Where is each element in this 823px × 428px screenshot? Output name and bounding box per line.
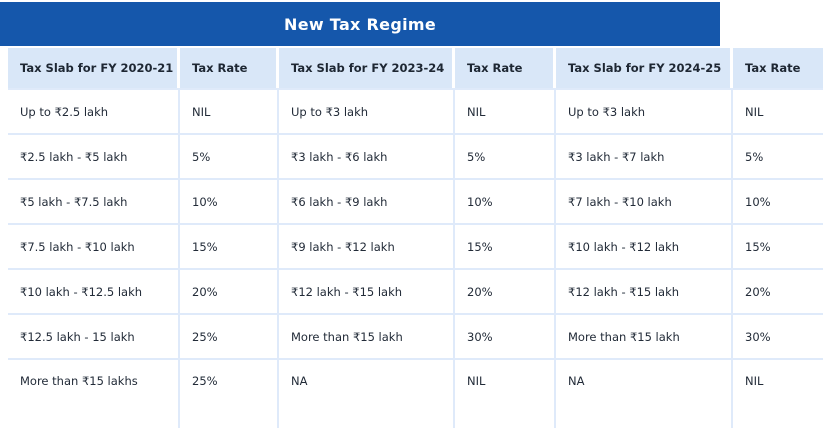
tax-slab-cell: Up to ₹3 lakh: [556, 88, 733, 133]
tax-rate-cell: NIL: [180, 88, 279, 133]
tax-rate-cell: 20%: [733, 268, 823, 313]
column-header: Tax Rate: [733, 48, 823, 88]
tax-rate-cell: NIL: [455, 88, 556, 133]
tax-rate-cell: 25%: [180, 313, 279, 358]
header-row: [8, 48, 823, 88]
tax-slab-cell: NA: [556, 358, 733, 428]
tax-slab-cell: Up to ₹3 lakh: [279, 88, 455, 133]
column-header: Tax Slab for FY 2023-24: [279, 48, 455, 88]
tax-regime-card: [0, 2, 801, 401]
tax-rate-cell: NIL: [733, 88, 823, 133]
tax-rate-cell: 5%: [180, 133, 279, 178]
table-row: [8, 268, 823, 313]
tax-rate-cell: 30%: [733, 313, 823, 358]
tax-rate-cell: 15%: [455, 223, 556, 268]
tax-rate-cell: 15%: [180, 223, 279, 268]
table-row: [8, 358, 823, 428]
tax-slab-cell: ₹5 lakh - ₹7.5 lakh: [8, 178, 180, 223]
tax-slab-cell: ₹10 lakh - ₹12 lakh: [556, 223, 733, 268]
table-row: [8, 133, 823, 178]
tax-rate-cell: 15%: [733, 223, 823, 268]
tax-rate-cell: 10%: [455, 178, 556, 223]
column-header: Tax Slab for FY 2024-25: [556, 48, 733, 88]
tax-rate-cell: 20%: [180, 268, 279, 313]
tax-slab-cell: ₹9 lakh - ₹12 lakh: [279, 223, 455, 268]
tax-rate-cell: 10%: [733, 178, 823, 223]
table-row: [8, 223, 823, 268]
tax-rate-cell: NIL: [455, 358, 556, 428]
tax-rate-cell: NIL: [733, 358, 823, 428]
tax-slab-cell: More than ₹15 lakhs: [8, 358, 180, 428]
tax-slab-cell: ₹12 lakh - ₹15 lakh: [279, 268, 455, 313]
tax-slab-cell: ₹7 lakh - ₹10 lakh: [556, 178, 733, 223]
tax-rate-cell: 5%: [455, 133, 556, 178]
table-row: [8, 88, 823, 133]
page-title: New Tax Regime: [284, 14, 436, 34]
table-head: [8, 48, 823, 88]
tax-slab-cell: More than ₹15 lakh: [279, 313, 455, 358]
title-bar: [0, 2, 720, 46]
tax-rate-cell: 5%: [733, 133, 823, 178]
tax-slab-cell: More than ₹15 lakh: [556, 313, 733, 358]
column-header: Tax Rate: [455, 48, 556, 88]
table-body: [8, 88, 823, 428]
tax-slab-cell: ₹3 lakh - ₹7 lakh: [556, 133, 733, 178]
tax-slab-cell: ₹3 lakh - ₹6 lakh: [279, 133, 455, 178]
tax-rate-cell: 30%: [455, 313, 556, 358]
table-row: [8, 313, 823, 358]
column-header: Tax Rate: [180, 48, 279, 88]
tax-rate-cell: 25%: [180, 358, 279, 428]
tax-rate-cell: 20%: [455, 268, 556, 313]
tax-slab-table: [8, 48, 823, 428]
tax-slab-cell: NA: [279, 358, 455, 428]
tax-slab-cell: ₹7.5 lakh - ₹10 lakh: [8, 223, 180, 268]
table-container: [0, 46, 801, 428]
tax-slab-cell: Up to ₹2.5 lakh: [8, 88, 180, 133]
tax-slab-cell: ₹12.5 lakh - 15 lakh: [8, 313, 180, 358]
table-row: [8, 178, 823, 223]
tax-slab-cell: ₹10 lakh - ₹12.5 lakh: [8, 268, 180, 313]
tax-slab-cell: ₹6 lakh - ₹9 lakh: [279, 178, 455, 223]
tax-slab-cell: ₹2.5 lakh - ₹5 lakh: [8, 133, 180, 178]
tax-slab-cell: ₹12 lakh - ₹15 lakh: [556, 268, 733, 313]
column-header: Tax Slab for FY 2020-21: [8, 48, 180, 88]
tax-rate-cell: 10%: [180, 178, 279, 223]
